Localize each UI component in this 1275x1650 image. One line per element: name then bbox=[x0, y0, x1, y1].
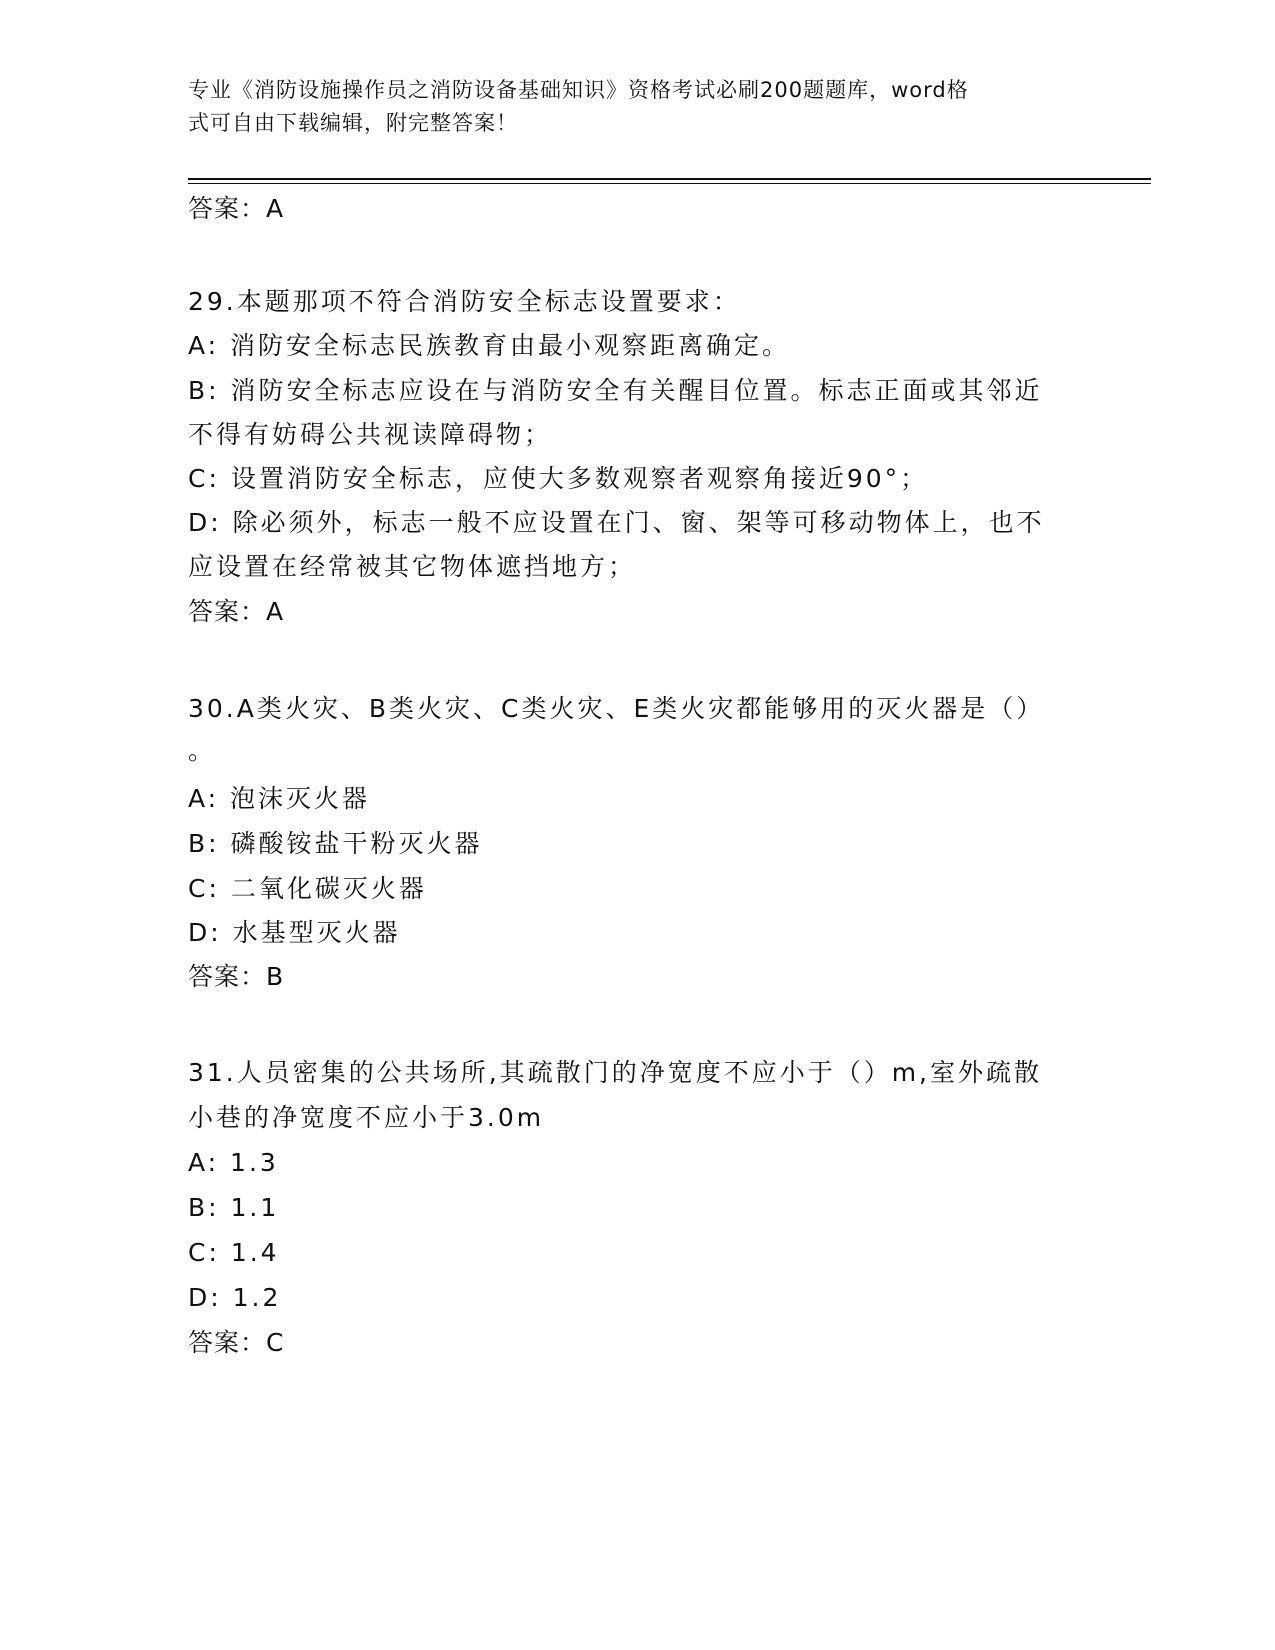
answer: 答案：A bbox=[188, 597, 285, 626]
option-b-line-1: B: 消防安全标志应设在与消防安全有关醒目位置。标志正面或其邻近 bbox=[188, 376, 1043, 405]
header-line-1: 专业《消防设施操作员之消防设备基础知识》资格考试必刷200题题库，word格 bbox=[188, 78, 969, 102]
previous-answer: 答案：A bbox=[188, 194, 285, 223]
header-rule-thick bbox=[188, 178, 1151, 180]
option-c: C: 1.4 bbox=[188, 1238, 280, 1267]
document-header bbox=[188, 74, 1068, 140]
question-stem-line-1: 30.A类火灾、B类火灾、C类火灾、E类火灾都能够用的灭火器是（） bbox=[188, 694, 1045, 723]
question-stem: 29.本题那项不符合消防安全标志设置要求： bbox=[188, 287, 741, 316]
question-stem-line-1: 31.人员密集的公共场所,其疏散门的净宽度不应小于（）m,室外疏散 bbox=[188, 1058, 1043, 1087]
option-a: A: 1.3 bbox=[188, 1148, 279, 1177]
option-c: C: 设置消防安全标志，应使大多数观察者观察角接近90°； bbox=[188, 464, 929, 493]
option-d-line-1: D: 除必须外，标志一般不应设置在门、窗、架等可移动物体上，也不 bbox=[188, 508, 1045, 537]
header-rule-thin bbox=[188, 183, 1151, 184]
answer: 答案：B bbox=[188, 962, 285, 991]
option-a: A: 泡沫灭火器 bbox=[188, 784, 371, 813]
option-b: B: 1.1 bbox=[188, 1193, 280, 1222]
option-d: D: 1.2 bbox=[188, 1283, 282, 1312]
option-d-line-2: 应设置在经常被其它物体遮挡地方； bbox=[188, 552, 637, 581]
question-stem-line-2: 。 bbox=[188, 736, 214, 765]
option-c: C: 二氧化碳灭火器 bbox=[188, 874, 427, 903]
option-d: D: 水基型灭火器 bbox=[188, 918, 401, 947]
option-b: B: 磷酸铵盐干粉灭火器 bbox=[188, 829, 483, 858]
option-a: A: 消防安全标志民族教育由最小观察距离确定。 bbox=[188, 331, 791, 360]
answer: 答案：C bbox=[188, 1328, 285, 1357]
header-line-2: 式可自由下载编辑，附完整答案！ bbox=[188, 111, 518, 135]
option-b-line-2: 不得有妨碍公共视读障碍物； bbox=[188, 420, 553, 449]
question-stem-line-2: 小巷的净宽度不应小于3.0m bbox=[188, 1103, 545, 1132]
